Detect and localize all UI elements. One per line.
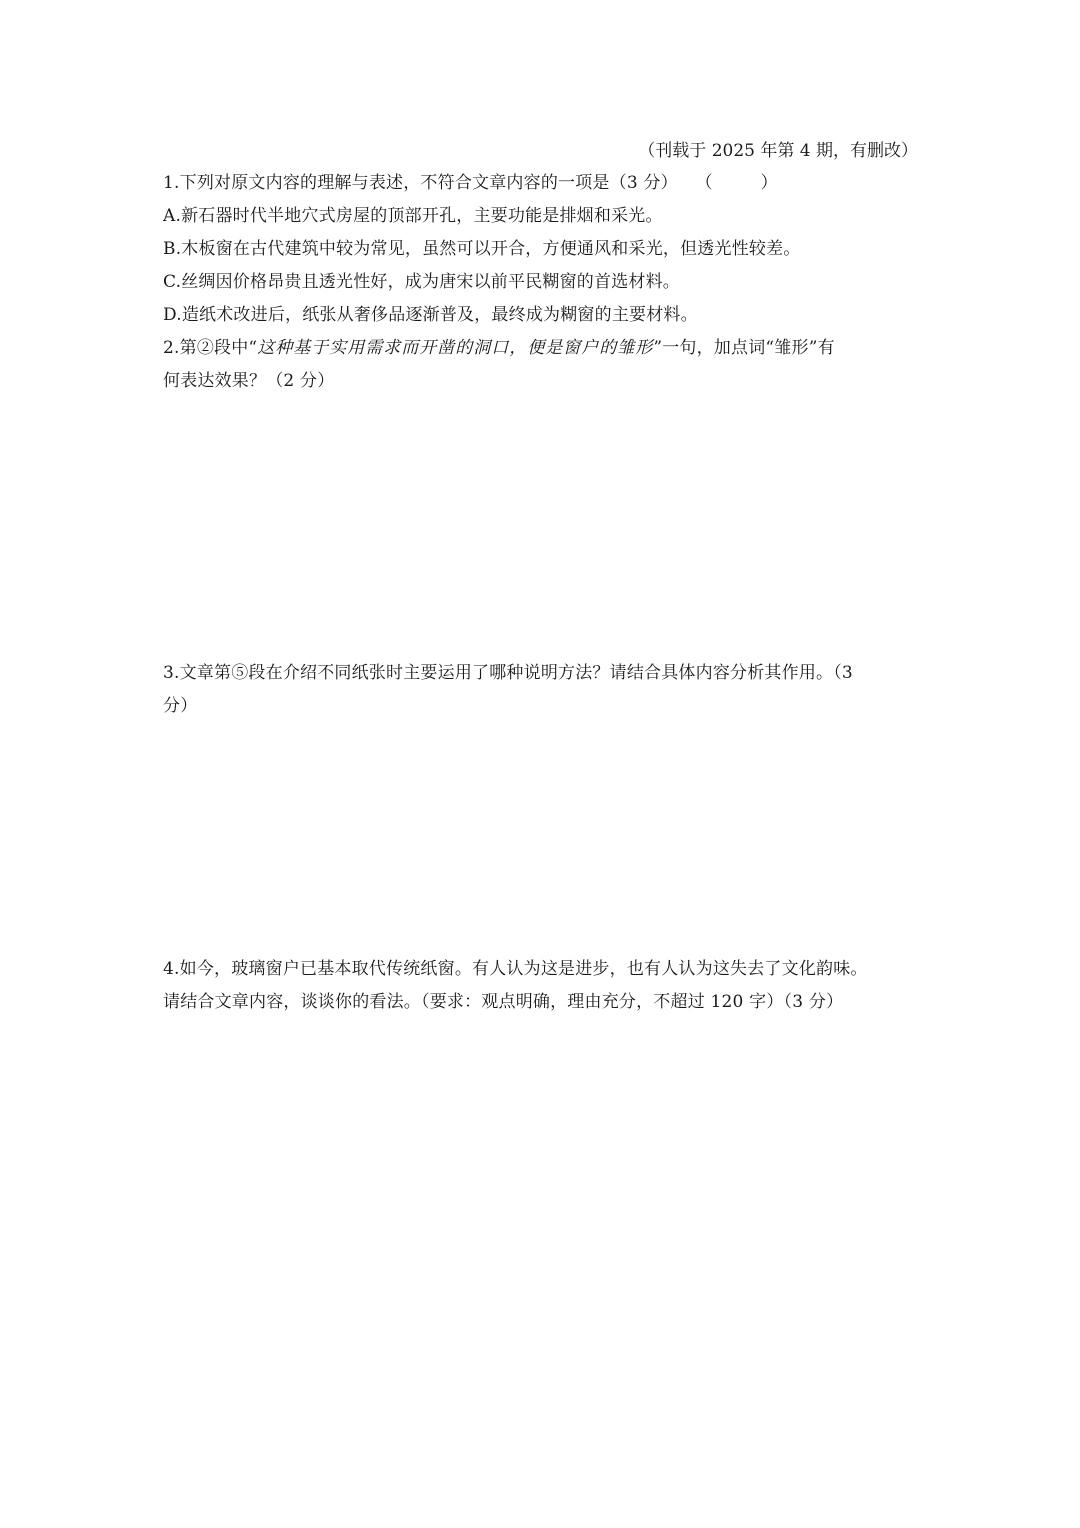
answer-bracket-open: （ [695,173,713,193]
question-4-line-2: 请结合文章内容，谈谈你的看法。（要求：观点明确，理由充分，不超过 120 字）（3 分） [163,992,844,1012]
question-2-line-2: 何表达效果？（2 分） [163,371,335,391]
question-2-line-1 [163,335,835,361]
question-2-quote: 这种基于实用需求而开凿的洞口，便是窗户的雏形 [257,338,654,358]
question-1-stem: 1.下列对原文内容的理解与表述，不符合文章内容的一项是（3 分） [163,173,678,193]
option-d: D.造纸术改进后，纸张从奢侈品逐渐普及，最终成为糊窗的主要材料。 [163,305,698,325]
source-note: （刊载于 2025 年第 4 期，有删改） [638,141,918,161]
question-3-line-2: 分） [163,696,198,716]
option-a: A.新石器时代半地穴式房屋的顶部开孔，主要功能是排烟和采光。 [163,206,663,226]
option-c: C.丝绸因价格昂贵且透光性好，成为唐宋以前平民糊窗的首选材料。 [163,272,681,292]
option-b: B.木板窗在古代建筑中较为常见，虽然可以开合，方便通风和采光，但透光性较差。 [163,239,801,259]
question-4-line-1: 4.如今，玻璃窗户已基本取代传统纸窗。有人认为这是进步，也有人认为这失去了文化韵味。 [163,959,868,979]
answer-bracket-close: ） [760,173,778,193]
question-1-stem-line [163,170,778,196]
question-2-tail: ”一句，加点词“雏形”有 [653,338,835,358]
question-3-line-1: 3.文章第⑤段在介绍不同纸张时主要运用了哪种说明方法？请结合具体内容分析其作用。（3 [163,663,853,683]
question-2-lead: 2.第②段中“ [163,338,258,358]
